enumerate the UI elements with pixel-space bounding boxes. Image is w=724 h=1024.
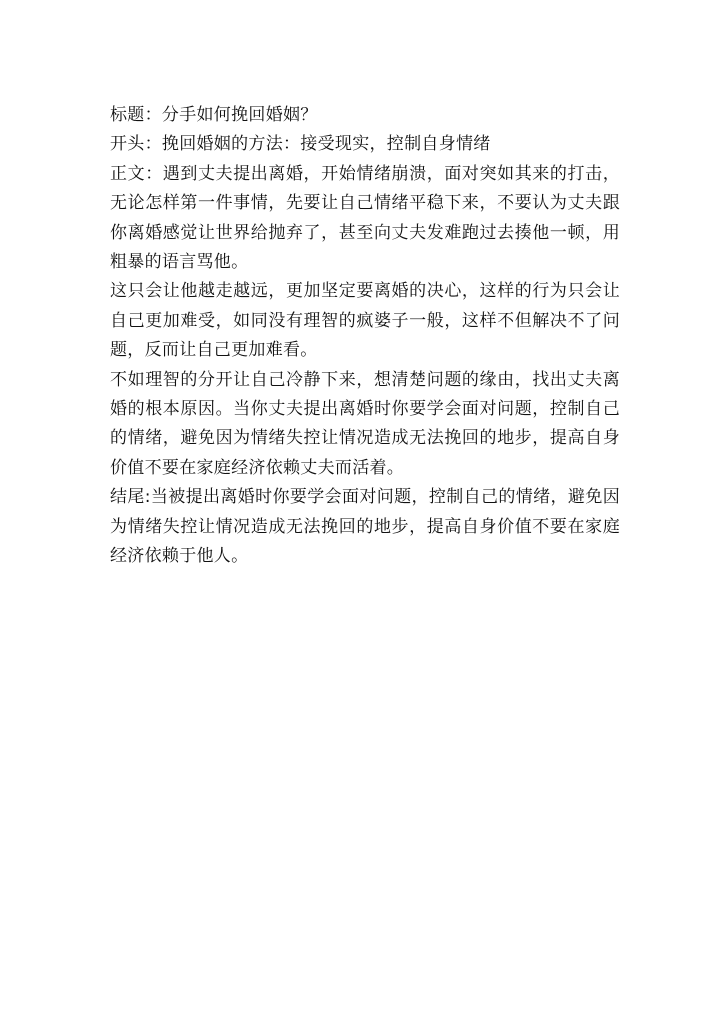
body-paragraph-1: 正文：遇到丈夫提出离婚，开始情绪崩溃，面对突如其来的打击，无论怎样第一件事情，先要让自己情绪平稳下来，不要认为丈夫跟你离婚感觉让世界给抛弃了，甚至向丈夫发难跑过去揍他一顿，用粗暴的语言骂他。	[110, 163, 620, 273]
opening-line: 开头：挽回婚姻的方法：接受现实，控制自身情绪	[110, 134, 491, 155]
document-body	[110, 101, 620, 572]
title-line: 标题：分手如何挽回婚姻？	[110, 105, 318, 125]
ending-paragraph: 结尾:当被提出离婚时你要学会面对问题，控制自己的情绪，避免因为情绪失控让情况造成无法挽回的地步，提高自身价值不要在家庭经济依赖于他人。	[110, 487, 620, 567]
body-paragraph-2: 这只会让他越走越远，更加坚定要离婚的决心，这样的行为只会让自己更加难受，如同没有理智的疯婆子一般，这样不但解决不了问题，反而让自己更加难看。	[110, 281, 620, 361]
body-paragraph-3: 不如理智的分开让自己冷静下来，想清楚问题的缘由，找出丈夫离婚的根本原因。当你丈夫提出离婚时你要学会面对问题，控制自己的情绪，避免因为情绪失控让情况造成无法挽回的地步，提高自身价值不要在家庭经济依赖丈夫而活着。	[110, 369, 620, 478]
